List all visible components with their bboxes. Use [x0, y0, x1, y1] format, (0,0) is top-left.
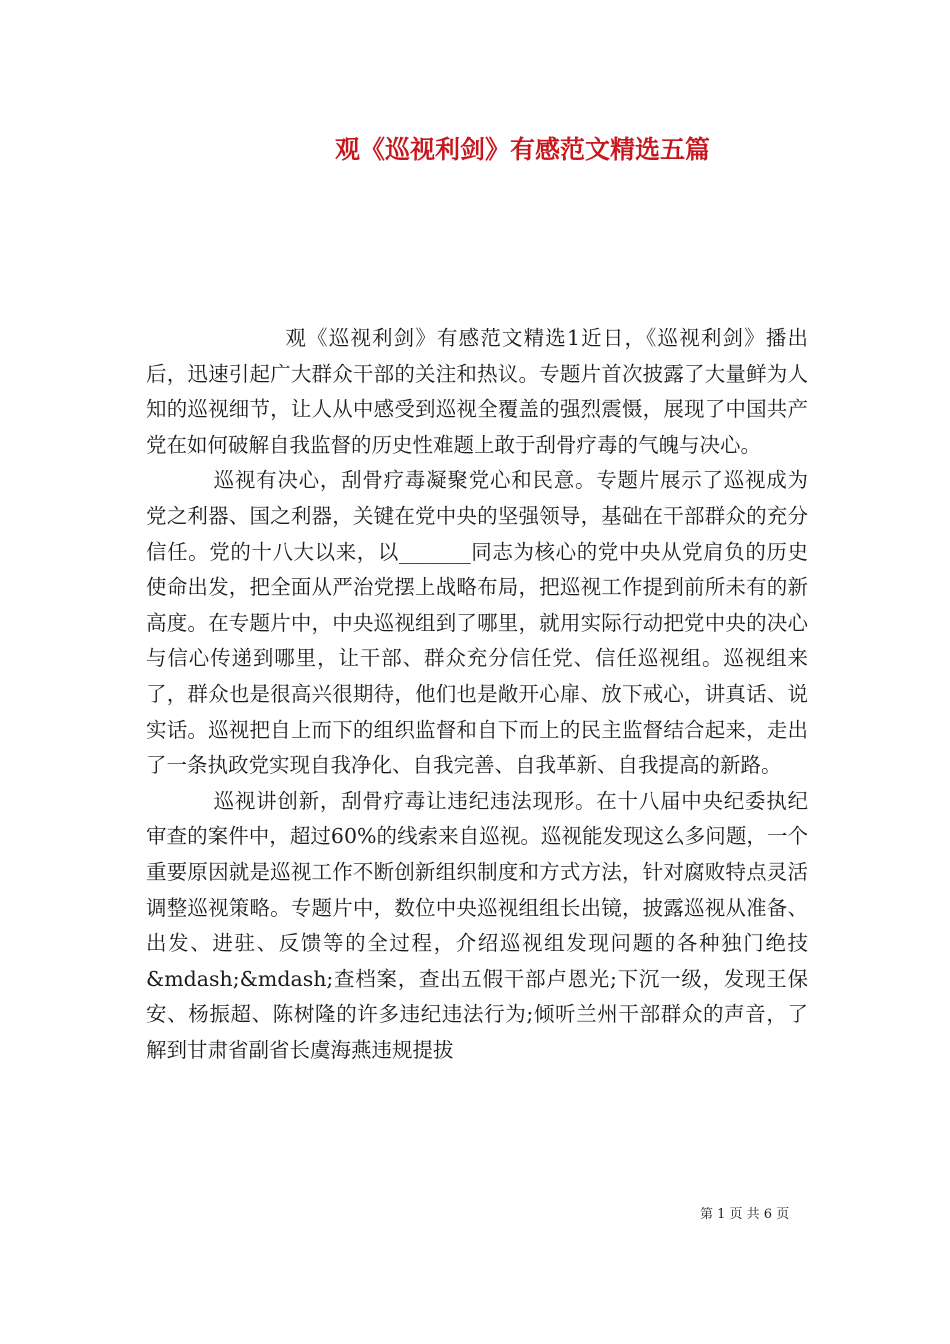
document-title: 观《巡视利剑》有感范文精选五篇 — [334, 135, 710, 164]
paragraph-3: 巡视讲创新，刮骨疗毒让违纪违法现形。在十八届中央纪委执纪审查的案件中，超过60%的线索来自巡视。巡视能发现这么多问题，一个重要原因就是巡视工作不断创新组织制度和方式方法，针对腐败特点灵活调整巡视策略。专题片中，数位中央巡视组组长出镜，披露巡视从准备、出发、进驻、反馈等的全过程，介绍巡视组发现问题的各种独门绝技&mdash;&mdash;查档案，查出五假干部卢恩光;下沉一级，发现王保安、杨振超、陈树隆的许多违纪违法行为;倾听兰州干部群众的声音，了解到甘肃省副省长虞海燕违规提拔 — [146, 788, 808, 1062]
page-number-footer: 第 1 页 共 6 页 — [700, 1207, 790, 1222]
paragraph-2: 巡视有决心，刮骨疗毒凝聚党心和民意。专题片展示了巡视成为党之利器、国之利器，关键在党中央的坚强领导，基础在干部群众的充分信任。党的十八大以来，以_______同志为核心的党中央从党肩负的历史使命出发，把全面从严治党摆上战略布局，把巡视工作提到前所未有的新高度。在专题片中，中央巡视组到了哪里，就用实际行动把党中央的决心与信心传递到哪里，让干部、群众充分信任党、信任巡视组。巡视组来了，群众也是很高兴很期待，他们也是敞开心扉、放下戒心，讲真话、说实话。巡视把自上而下的组织监督和自下而上的民主监督结合起来，走出了一条执政党实现自我净化、自我完善、自我革新、自我提高的新路。 — [146, 468, 808, 778]
document-body — [146, 321, 808, 1068]
paragraph-1: 观《巡视利剑》有感范文精选1近日，《巡视利剑》播出后，迅速引起广大群众干部的关注和热议。专题片首次披露了大量鲜为人知的巡视细节，让人从中感受到巡视全覆盖的强烈震慑，展现了中国共产党在如何破解自我监督的历史性难题上敢于刮骨疗毒的气魄与决心。 — [146, 326, 808, 457]
